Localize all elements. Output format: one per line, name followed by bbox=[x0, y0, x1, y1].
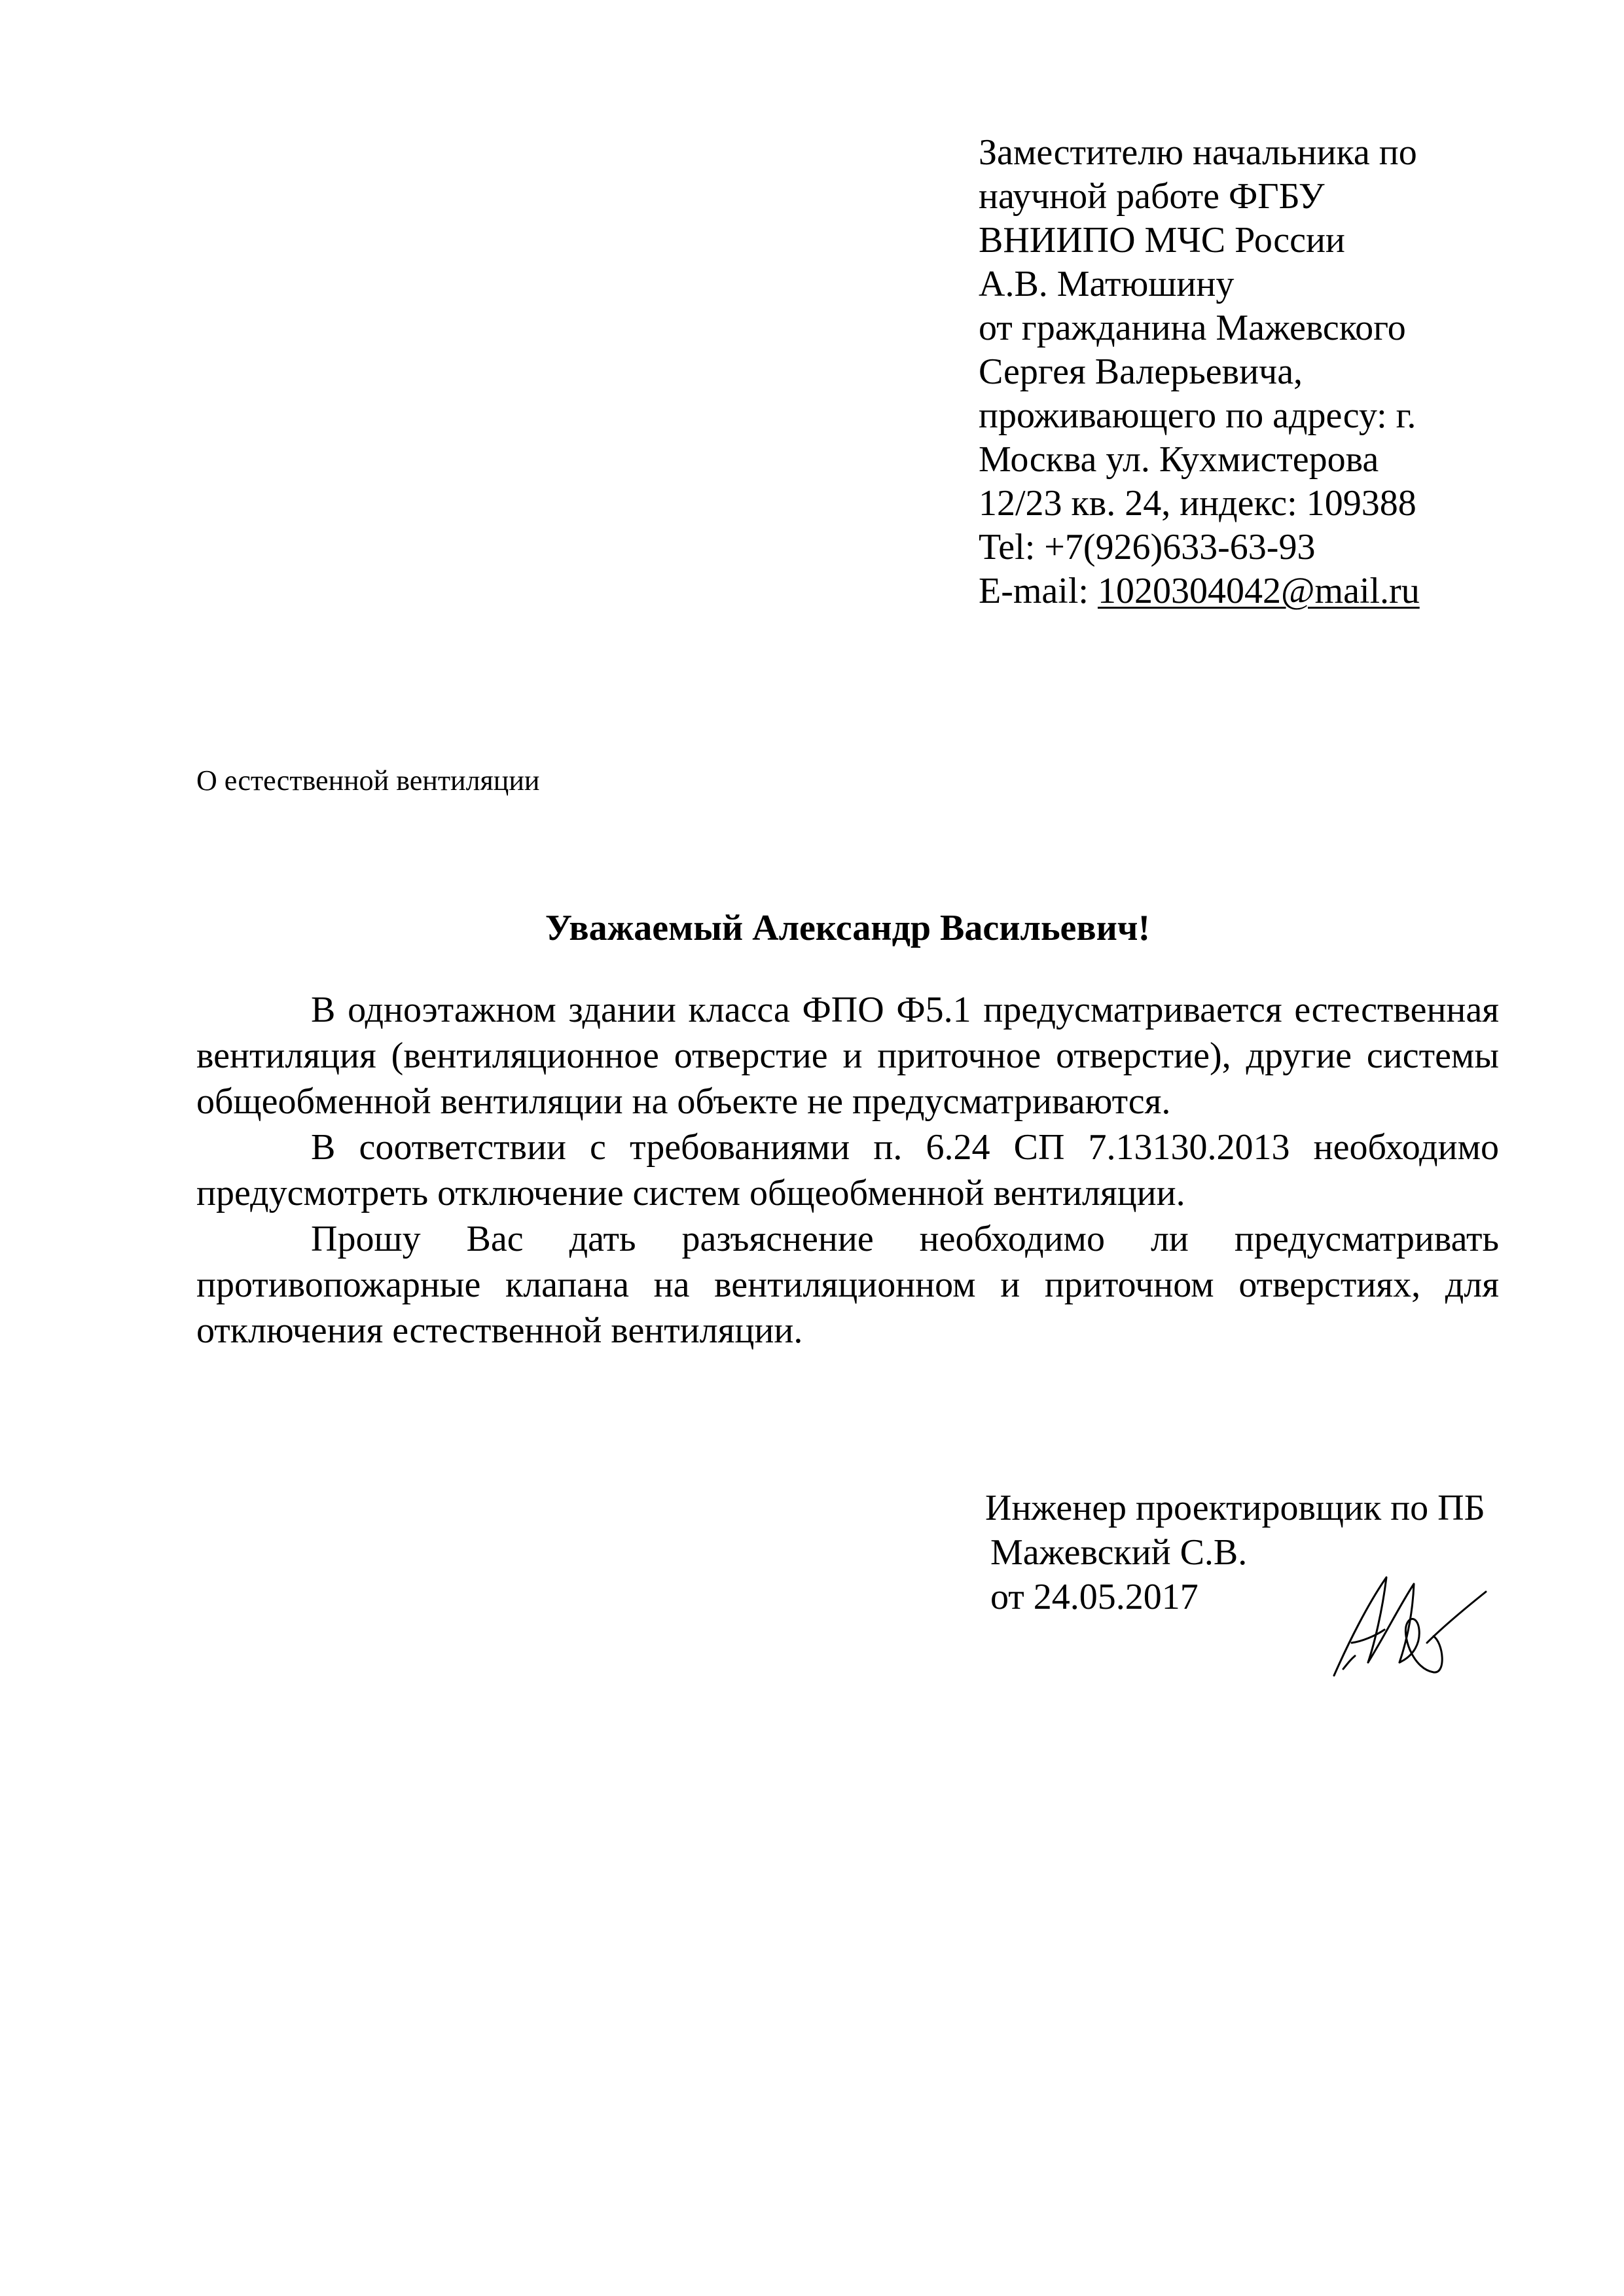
addressee-line: проживающего по адресу: г. bbox=[979, 395, 1416, 436]
addressee-line: ВНИИПО МЧС России bbox=[979, 220, 1345, 260]
addressee-line: от гражданина Мажевского bbox=[979, 308, 1406, 348]
email-link[interactable]: 1020304042@mail.ru bbox=[1097, 571, 1420, 611]
signer-position: Инженер проектировщик по ПБ bbox=[985, 1488, 1485, 1528]
email-label: E-mail: bbox=[979, 571, 1089, 611]
handwritten-signature bbox=[1322, 1564, 1492, 1695]
signature-date: от 24.05.2017 bbox=[990, 1577, 1199, 1617]
email-line bbox=[979, 569, 1542, 613]
letter-body bbox=[196, 987, 1499, 1354]
addressee-line: 12/23 кв. 24, индекс: 109388 bbox=[979, 483, 1416, 524]
addressee-line: Tel: +7(926)633-63-93 bbox=[979, 527, 1316, 567]
addressee-line: научной работе ФГБУ bbox=[979, 176, 1325, 217]
addressee-line: Сергея Валерьевича, bbox=[979, 351, 1303, 392]
addressee-line: Москва ул. Кухмистерова bbox=[979, 439, 1379, 480]
body-paragraph: В соответствии с требованиями п. 6.24 СП 7.13130.2013 необходимо предусмотреть отключение систем общеобменной вентиляции. bbox=[196, 1127, 1499, 1213]
body-paragraph: Прошу Вас дать разъяснение необходимо ли предусматривать противопожарные клапана на вентиляционном и приточном отверстиях, для отключения естественной вентиляции. bbox=[196, 1219, 1499, 1351]
addressee-block bbox=[979, 131, 1542, 613]
subject-line: О естественной вентиляции bbox=[196, 764, 540, 797]
body-paragraph: В одноэтажном здании класса ФПО Ф5.1 предусматривается естественная вентиляция (вентиляционное отверстие и приточное отверстие), другие системы общеобменной вентиляции на объекте не предусматриваются. bbox=[196, 990, 1499, 1122]
salutation: Уважаемый Александр Васильевич! bbox=[545, 908, 1151, 948]
signer-name: Мажевский С.В. bbox=[990, 1532, 1248, 1573]
addressee-line: Заместителю начальника по bbox=[979, 132, 1417, 173]
addressee-line: А.В. Матюшину bbox=[979, 264, 1235, 304]
